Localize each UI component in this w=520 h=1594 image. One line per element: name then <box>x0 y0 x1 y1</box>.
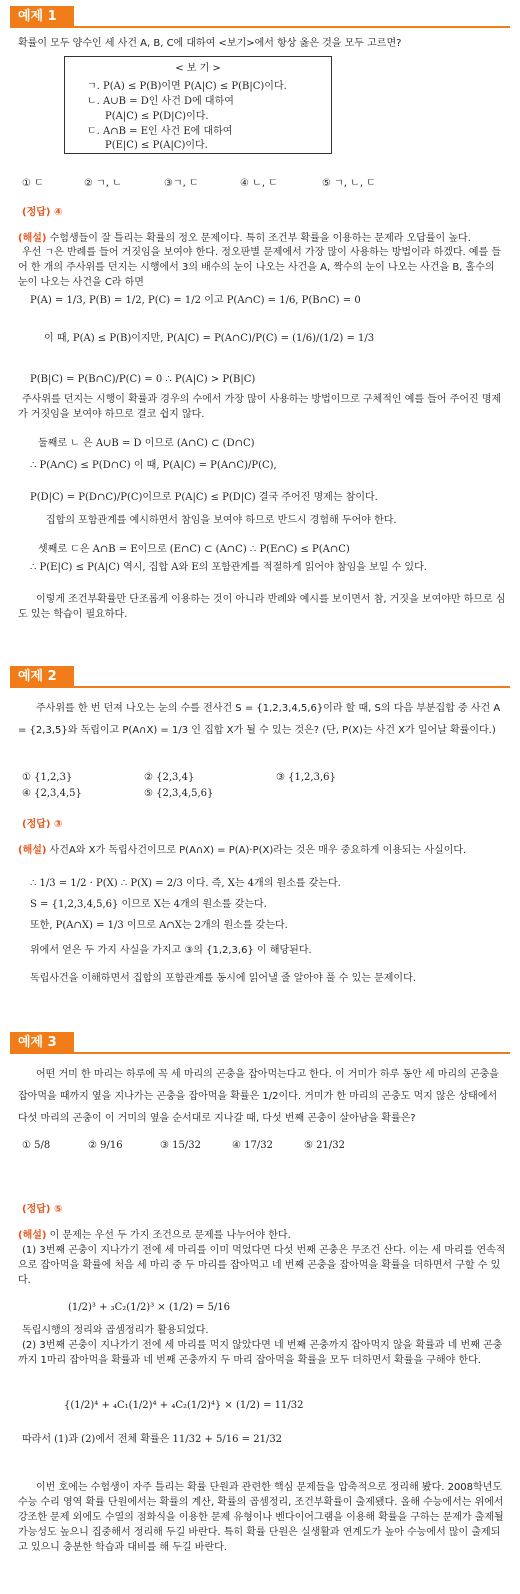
ex1-explanation-3: 주사위를 던지는 시행이 확률과 경우의 수에서 가장 많이 사용하는 방법이므로 구체적인 예를 들어 주어진 명제가 거짓임을 보여야 하므로 결코 쉽지 않다. <box>18 394 502 420</box>
bogi-item: ㄱ. P(A) ≤ P(B)이면 P(A|C) ≤ P(B|C)이다. <box>87 81 287 92</box>
ex1-explanation-2: 우선 ㄱ은 반례를 들어 거짓임을 보여야 한다. 정오판별 문제에서 가장 많이 사용하는 방법이라 하겠다. 예를 들어 한 개의 주사위를 던지는 시행에서 3의 배수의 눈이 나오는 사건을 A, 짝수의 눈이 나오는 사건을 B, 홀수의 눈이 나오는 사건을 C라 하면 <box>18 247 502 288</box>
expl-label: (해설) <box>18 1230 47 1241</box>
example-1-header <box>0 6 520 28</box>
ex1-conclusion: 이렇게 조건부확률만 단조롭게 이용하는 것이 아니라 반례와 예시를 보이면서 참, 거짓을 보여야만 하므로 심도 있는 학습이 필요하다. <box>18 594 506 620</box>
ex3-option[interactable]: ⑤ 21/32 <box>304 1140 345 1151</box>
ex2-conclusion: 독립사건을 이해하면서 집합의 포함관계를 동시에 읽어낼 줄 알아야 풀 수 있는 문제이다. <box>30 973 416 984</box>
ex3-option[interactable]: ① 5/8 <box>22 1140 51 1151</box>
ex2-option[interactable]: ③ {1,2,3,6} <box>276 772 336 783</box>
ex2-question: 주사위를 한 번 던져 나오는 눈의 수를 전사건 S = {1,2,3,4,5,6}이라 할 때, S의 다음 부분집합 중 사건 A = {2,3,5}와 독립이고 P(A∩X) = 1/3 인 집합 X가 될 수 있는 것은? (단, P(X)는 사건 X가 일어날 확률이다.) <box>18 703 501 736</box>
ex1-equation: 셋째로 ㄷ은 A∩B = E이므로 (E∩C) ⊂ (A∩C) ∴ P(E∩C) ≤ P(A∩C) <box>38 544 350 555</box>
ex3-option[interactable]: ④ 17/32 <box>232 1140 273 1151</box>
header-underline <box>10 686 510 688</box>
ex3-explanation <box>18 1228 506 1243</box>
ex2-option[interactable]: ① {1,2,3} <box>22 772 73 783</box>
ex1-question: 확률이 모두 양수인 세 사건 A, B, C에 대하여 <보기>에서 항상 옳은 것을 모두 고르면? <box>18 38 402 49</box>
ex3-option[interactable]: ② 9/16 <box>88 1140 123 1151</box>
example-1-section <box>0 6 520 28</box>
example-2-section <box>0 666 520 688</box>
ex3-answer: (정답) ⑤ <box>22 1204 63 1215</box>
ex2-answer: (정답) ③ <box>22 819 63 830</box>
ex1-equation: P(D|C) = P(D∩C)/P(C)이므로 P(A|C) ≤ P(D|C) 결국 주어진 명제는 참이다. <box>30 492 378 503</box>
ex1-option[interactable]: ① ㄷ <box>22 178 44 189</box>
bogi-item: ㄷ. A∩B = E인 사건 E에 대하여 <box>87 126 233 137</box>
ex1-equation: ∴ P(A∩C) ≤ P(D∩C) 이 때, P(A|C) = P(A∩C)/P(C), <box>30 460 277 471</box>
ex1-equation: 둘째로 ㄴ 은 A∪B = D 이므로 (A∩C) ⊂ (D∩C) <box>38 438 255 449</box>
ex1-explanation <box>18 231 506 246</box>
example-2-header <box>0 666 520 688</box>
ex3-question: 어떤 거미 한 마리는 하루에 꼭 세 마리의 곤충을 잡아먹는다고 한다. 이 거미가 하루 동안 세 마리의 곤충을 잡아먹을 때까지 옆을 지나가는 곤충을 잡아먹을 확률은 1/2이다. 거미가 한 마리의 곤충도 먹지 않은 상태에서 다섯 마리의 곤충이 이 거미의 옆을 순서대로 지나갈 때, 다섯 번째 곤충이 살아남을 확률은? <box>18 1069 499 1124</box>
bogi-title: < 보 기 > <box>175 63 221 74</box>
ex1-equation: ∴ P(E|C) ≤ P(A|C) 역시, 집합 A와 E의 포함관계를 적절하게 읽어야 참임을 보일 수 있다. <box>30 562 427 573</box>
expl-text: 수험생들이 잘 틀리는 확률의 정오 문제이다. 특히 조건부 확률을 이용하는 문제라 오답률이 높다. <box>46 233 471 244</box>
ex1-option[interactable]: ② ㄱ, ㄴ <box>84 178 122 189</box>
expl-text: 사건A와 X가 독립사건이므로 P(A∩X) = P(A)·P(X)라는 것은 매우 중요하게 이용되는 사실이다. <box>46 845 467 856</box>
expl-text: 이 문제는 우선 두 가지 조건으로 문제를 나누어야 한다. <box>46 1230 291 1241</box>
ex2-equation: S = {1,2,3,4,5,6} 이므로 X는 4개의 원소를 갖는다. <box>30 899 267 910</box>
ex1-answer: (정답) ④ <box>22 207 63 218</box>
bogi-item: P(E|C) ≤ P(A|C)이다. <box>105 140 208 151</box>
ex3-option[interactable]: ③ 15/32 <box>160 1140 201 1151</box>
closing-paragraph: 이번 호에는 수험생이 자주 틀리는 확률 단원과 관련한 핵심 문제들을 압축적으로 정리해 봤다. 2008학년도 수능 수리 영역 확률 단원에서는 확률의 계산, 확률의 곱셈정리, 조건부확률이 출제됐다. 올해 수능에서는 위에서 강조한 문제 외에도 수열의 점화식을 이용한 문제 유형이나 벤다이어그램을 이용해 확률을 구하는 문제가 출제될 가능성도 높으니 집중해서 정리해 두길 바란다. 특히 확률 단원은 실생활과 연계도가 높아 수능에서 많이 출제되고 있으니 충분한 학습과 대비를 해 두길 바란다. <box>18 1482 504 1553</box>
example-3-title: 예제 3 <box>10 1032 74 1054</box>
ex2-option[interactable]: ② {2,3,4} <box>144 772 195 783</box>
ex3-explanation-3: 독립시행의 정리와 곱셈정리가 활용되었다. <box>22 1325 209 1336</box>
bogi-item: P(A|C) ≤ P(D|C)이다. <box>105 111 209 122</box>
header-underline <box>10 1052 510 1054</box>
ex1-equation: P(B|C) = P(B∩C)/P(C) = 0 ∴ P(A|C) > P(B|C) <box>30 374 256 385</box>
ex3-equation: 따라서 (1)과 (2)에서 전체 확률은 11/32 + 5/16 = 21/32 <box>22 1434 283 1445</box>
ex1-option[interactable]: ④ ㄴ, ㄷ <box>240 178 278 189</box>
ex3-explanation-2: (1) 3번째 곤충이 지나가기 전에 세 마리를 이미 먹었다면 다섯 번째 곤충은 무조건 산다. 이는 세 마리를 연속적으로 잡아먹을 확률에 처음 세 마리 중 두 마리를 잡아먹고 네 번째 곤충을 잡아먹을 확률을 더하면서 구할 수 있다. <box>18 1245 506 1286</box>
ex1-equation: P(A) = 1/3, P(B) = 1/2, P(C) = 1/2 이고 P(A∩C) = 1/6, P(B∩C) = 0 <box>30 295 361 306</box>
header-underline <box>10 26 510 28</box>
example-2-title: 예제 2 <box>10 666 74 688</box>
ex2-option[interactable]: ⑤ {2,3,4,5,6} <box>144 788 214 799</box>
expl-label: (해설) <box>18 233 47 244</box>
example-3-header <box>0 1032 520 1054</box>
ex2-equation: 또한, P(A∩X) = 1/3 이므로 A∩X는 2개의 원소를 갖는다. <box>30 920 288 931</box>
example-1-title: 예제 1 <box>10 6 74 28</box>
example-3-section <box>0 1032 520 1054</box>
ex1-option[interactable]: ③ㄱ, ㄷ <box>164 178 199 189</box>
ex3-equation: (1/2)³ + ₃C₂(1/2)³ × (1/2) = 5/16 <box>68 1302 231 1313</box>
ex1-option[interactable]: ⑤ ㄱ, ㄴ, ㄷ <box>322 178 376 189</box>
ex2-explanation-2: 위에서 얻은 두 가지 사실을 가지고 ③의 {1,2,3,6} 이 해당된다. <box>30 945 312 956</box>
ex1-equation: 이 때, P(A) ≤ P(B)이지만, P(A|C) = P(A∩C)/P(C) = (1/6)/(1/2) = 1/3 <box>44 333 375 344</box>
ex2-option[interactable]: ④ {2,3,4,5} <box>22 788 82 799</box>
ex2-explanation <box>18 843 506 858</box>
ex2-equation: ∴ 1/3 = 1/2 · P(X) ∴ P(X) = 2/3 이다. 즉, X는 4개의 원소를 갖는다. <box>30 878 341 889</box>
expl-label: (해설) <box>18 845 47 856</box>
ex3-explanation-4: (2) 3번째 곤충이 지나가기 전에 세 마리를 먹지 않았다면 네 번째 곤충까지 잡아먹지 않을 확률과 네 번째 곤충까지 1마리 잡아먹을 확률과 네 번째 곤충까지 두 마리 잡아먹을 확률을 모두 더하면서 확률을 구해야 한다. <box>18 1340 503 1366</box>
ex3-equation: {(1/2)⁴ + ₄C₁(1/2)⁴ + ₄C₂(1/2)⁴} × (1/2) = 11/32 <box>64 1400 304 1411</box>
bogi-item: ㄴ. A∪B = D인 사건 D에 대하여 <box>87 96 234 107</box>
ex1-explanation-4: 집합의 포함관계를 예시하면서 참임을 보여야 하므로 반드시 경험해 두어야 한다. <box>46 515 397 526</box>
bogi-box <box>64 56 332 154</box>
